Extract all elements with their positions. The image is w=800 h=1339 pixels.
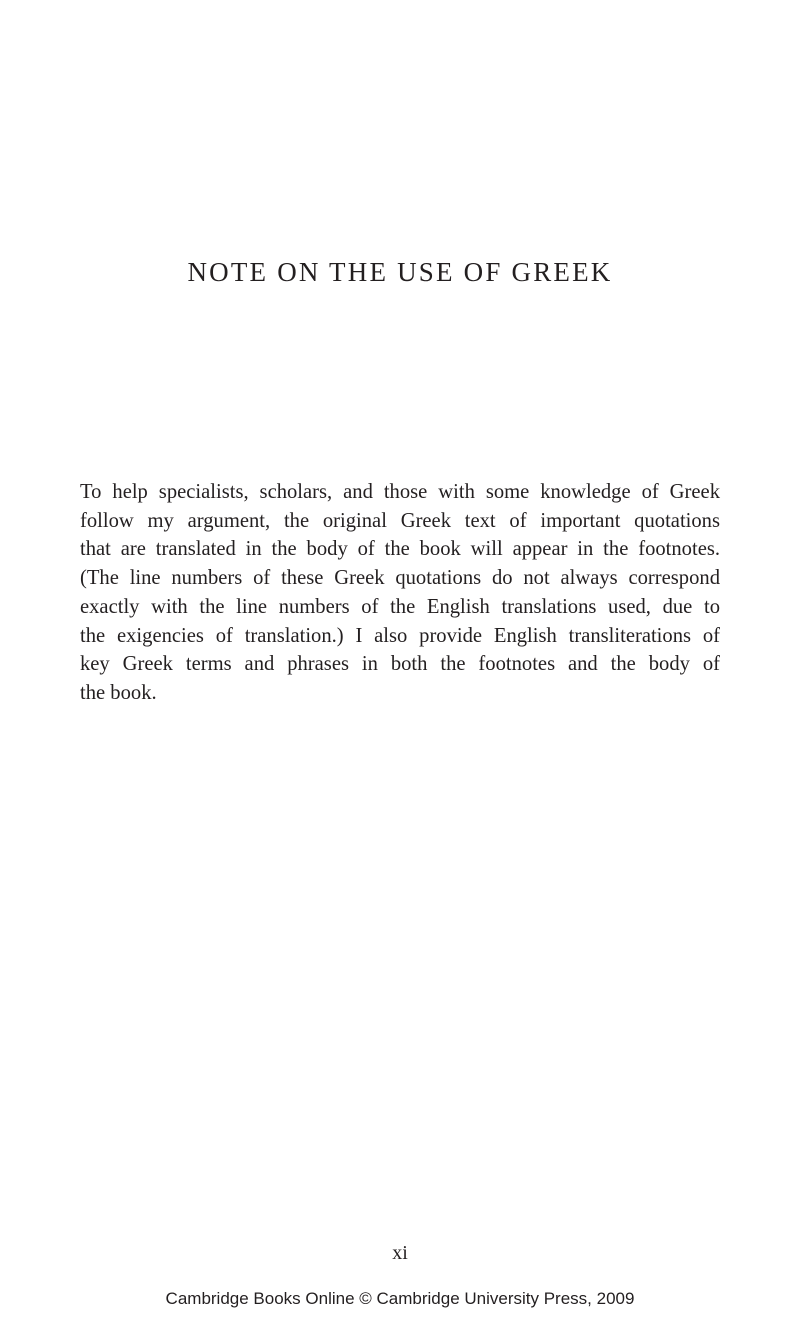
- body-line: the book.: [80, 681, 157, 704]
- page-number: xi: [392, 1242, 408, 1264]
- body-line: that are translated in the body of the book will appear in the footnotes.: [80, 538, 720, 561]
- page-title: NOTE ON THE USE OF GREEK: [187, 257, 613, 287]
- body-line: To help specialists, scholars, and those with some knowledge of Greek: [80, 481, 720, 503]
- body-line: (The line numbers of these Greek quotations do not always correspond: [80, 567, 720, 590]
- body-paragraph: [80, 478, 720, 708]
- body-line: key Greek terms and phrases in both the footnotes and the body of: [80, 653, 720, 676]
- body-line: the exigencies of translation.) I also provide English transliterations of: [80, 624, 720, 647]
- body-line: follow my argument, the original Greek text of important quotations: [80, 509, 720, 532]
- footer-credit: Cambridge Books Online © Cambridge University Press, 2009: [165, 1289, 635, 1308]
- body-line: exactly with the line numbers of the English translations used, due to: [80, 595, 720, 618]
